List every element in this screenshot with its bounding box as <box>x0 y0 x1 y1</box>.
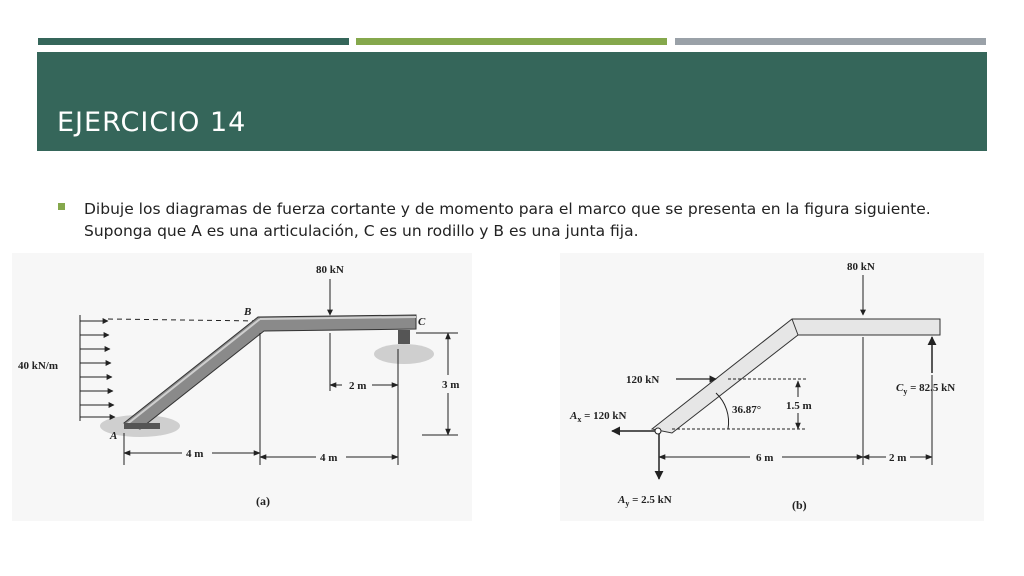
dim-15m: 1.5 m <box>786 400 812 412</box>
support-c-pad <box>374 344 434 364</box>
reaction-ax: $A_x = 120$ kN <box>570 410 627 424</box>
dim-3m-a: 3 m <box>442 379 460 391</box>
reaction-ay: $A_y = 2.5$ kN <box>618 494 672 508</box>
dim-4m-right: 4 m <box>320 452 338 464</box>
reaction-cy: $C_y = 82.5$ kN <box>896 382 956 396</box>
bullet-line-2: Suponga que A es una articulación, C es un rodillo y B es una junta fija. <box>84 222 639 240</box>
support-c-label: C <box>418 316 426 328</box>
bullet-marker <box>58 203 65 210</box>
slide-title: EJERCICIO 14 <box>57 107 247 138</box>
force-120kn: 120 kN <box>626 374 660 386</box>
support-c <box>398 330 410 344</box>
caption-b: (b) <box>792 498 807 512</box>
frame-figure-a <box>12 253 472 521</box>
dist-load-label: 40 kN/m <box>18 360 59 372</box>
dim-6m: 6 m <box>756 452 774 464</box>
dim-2m-b: 2 m <box>889 452 907 464</box>
load-80kn-b: 80 kN <box>847 261 875 273</box>
accent-stripe-green <box>356 38 667 45</box>
angle-label: 36.87° <box>732 404 762 416</box>
support-a <box>124 423 160 429</box>
dim-4m-left: 4 m <box>186 448 204 460</box>
joint-b-label: B <box>244 306 252 318</box>
dim-2m-a: 2 m <box>349 380 367 392</box>
support-a-label: A <box>110 430 118 442</box>
frame-figure-b <box>560 253 984 521</box>
bullet-line-1: Dibuje los diagramas de fuerza cortante y de momento para el marco que se presenta en la figura siguiente. <box>84 200 931 218</box>
caption-a: (a) <box>256 494 270 508</box>
load-80kn-a: 80 kN <box>316 264 344 276</box>
accent-stripe-dark <box>38 38 349 45</box>
title-band <box>37 52 987 151</box>
accent-stripe-gray <box>675 38 986 45</box>
bullet-text <box>84 198 984 242</box>
